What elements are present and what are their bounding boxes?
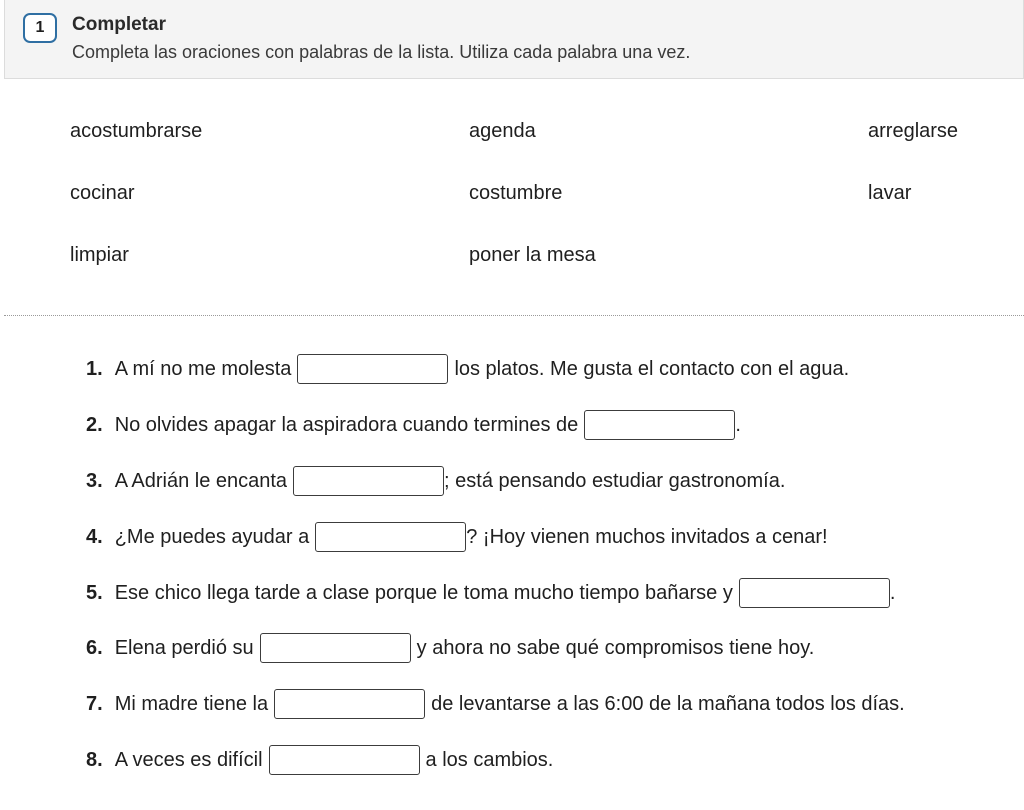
word-bank-item: costumbre — [469, 182, 563, 204]
word-bank-item: limpiar — [70, 244, 129, 266]
sentence-number: 2. — [86, 413, 103, 436]
sentence-text-after: ? ¡Hoy vienen muchos invitados a cenar! — [466, 525, 828, 548]
sentence-number: 7. — [86, 692, 103, 715]
sentence-item — [86, 352, 849, 386]
sentence-item — [86, 743, 553, 777]
sentence-number: 5. — [86, 581, 103, 604]
sentence-text-after: . — [889, 581, 896, 604]
sentence-item — [86, 520, 828, 554]
sentence-number: 3. — [86, 469, 103, 492]
sentence-text-before: Elena perdió su — [114, 636, 254, 659]
section-divider — [4, 315, 1024, 316]
sentence-item — [86, 464, 785, 498]
sentence-number: 6. — [86, 636, 103, 659]
sentence-text-after: . — [735, 413, 741, 436]
word-bank-item: lavar — [868, 182, 912, 204]
sentence-item — [86, 687, 905, 721]
sentence-text-after: a los cambios. — [425, 748, 554, 771]
sentence-text-before: A mí no me molesta — [114, 357, 292, 380]
sentence-number: 1. — [86, 357, 103, 380]
word-bank-item: cocinar — [70, 182, 135, 204]
word-bank-item: arreglarse — [868, 120, 959, 142]
answer-input[interactable] — [293, 466, 444, 496]
sentence-number: 4. — [86, 525, 103, 548]
word-bank-item: poner la mesa — [469, 244, 596, 266]
activity-instructions: Completa las oraciones con palabras de la lista. Utiliza cada palabra una vez. — [72, 42, 691, 62]
sentence-item — [86, 631, 814, 665]
sentence-text-before: ¿Me puedes ayudar a — [114, 525, 310, 548]
sentence-text-before: Mi madre tiene la — [114, 692, 269, 715]
answer-input[interactable] — [315, 522, 466, 552]
answer-input[interactable] — [739, 578, 890, 608]
sentence-item — [86, 408, 741, 442]
activity-title: Completar — [72, 14, 166, 35]
answer-input[interactable] — [269, 745, 420, 775]
word-bank-item: acostumbrarse — [70, 120, 203, 142]
activity-header — [4, 0, 1024, 79]
activity-number-badge: 1 — [23, 13, 57, 43]
sentence-text-before: A veces es difícil — [114, 748, 263, 771]
sentence-text-before: A Adrián le encanta — [114, 469, 288, 492]
word-bank-item: agenda — [469, 120, 536, 142]
sentence-text-before: Ese chico llega tarde a clase porque le toma mucho tiempo bañarse y — [114, 581, 733, 604]
sentence-text-after: y ahora no sabe qué compromisos tiene hoy. — [416, 636, 815, 659]
answer-input[interactable] — [584, 410, 735, 440]
sentence-text-after: los platos. Me gusta el contacto con el agua. — [454, 357, 850, 380]
answer-input[interactable] — [274, 689, 425, 719]
sentence-item — [86, 576, 895, 610]
answer-input[interactable] — [297, 354, 448, 384]
sentence-text-after: de levantarse a las 6:00 de la mañana todos los días. — [431, 692, 905, 715]
answer-input[interactable] — [260, 633, 411, 663]
sentence-number: 8. — [86, 748, 103, 771]
sentence-text-after: ; está pensando estudiar gastronomía. — [444, 469, 786, 492]
sentence-text-before: No olvides apagar la aspiradora cuando termines de — [114, 413, 579, 436]
